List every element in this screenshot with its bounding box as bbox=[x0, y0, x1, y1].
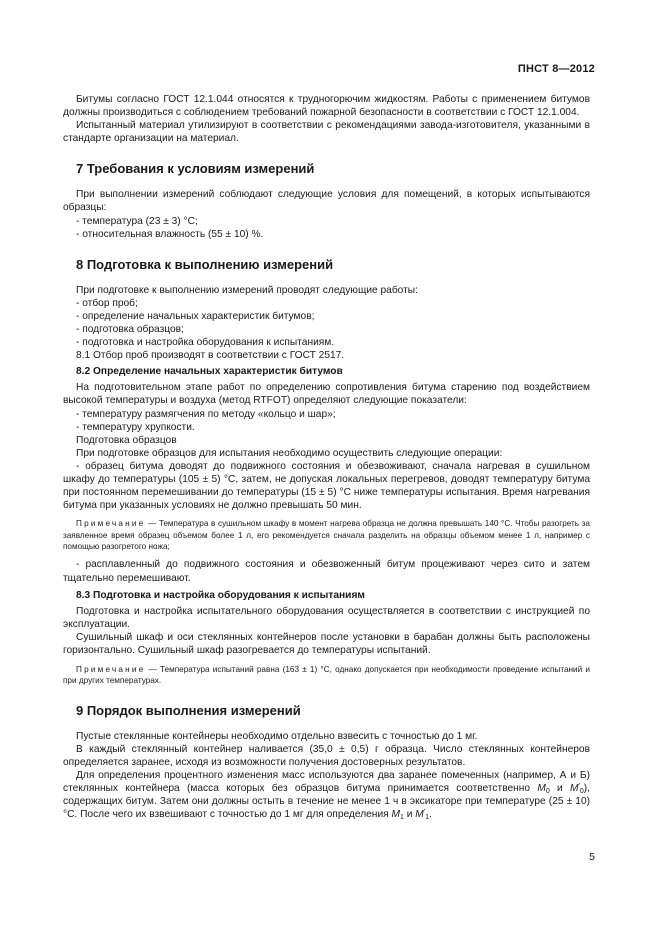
s9-p3-part-a: Для определения процентного изменения масс используются два заранее помеченных (например, А и Б) стеклянных контейнера (масса которых без образцов битума принимается соответственно bbox=[63, 770, 590, 795]
clause-8-2-title: 8.2 Определение начальных характеристик битумов bbox=[76, 366, 343, 378]
standard-id: ПНСТ 8—2012 bbox=[517, 63, 595, 75]
s9-p3-part-b: ), содержащих битум. Затем они должны остыть в течение не менее 1 ч в эксикаторе при температуре (25 ± 10) °С. После чего их взвешивают с точностью до 1 мг для определения bbox=[63, 783, 590, 821]
section-7-item-humidity: - относительная влажность (55 ± 10) %. bbox=[76, 228, 264, 240]
symbol-m1: M bbox=[391, 809, 400, 821]
section-9-paragraph-2: В каждый стеклянный контейнер наливается (35,0 ± 0,5) г образца. Число стеклянных контейнеров определяется заранее, исходя из возможности получения достоверных результатов. bbox=[63, 743, 590, 769]
note-2-label: Примечание bbox=[76, 665, 146, 675]
clause-8-3-title: 8.3 Подготовка и настройка оборудования к испытаниям bbox=[76, 589, 365, 601]
conj-and-2: и bbox=[403, 809, 416, 821]
subscript-0: 0 bbox=[545, 788, 550, 796]
clause-8-2-subheading: Подготовка образцов bbox=[76, 434, 177, 446]
clause-8-2-item-2: - температуру хрупкости. bbox=[76, 421, 195, 433]
intro-paragraph-2: Испытанный материал утилизируют в соответствии с рекомендациями завода-изготовителя, указанными в стандарте организации на материал. bbox=[63, 120, 590, 145]
prime-mark: ′ bbox=[578, 783, 580, 791]
section-9-title: 9 Порядок выполнения измерений bbox=[76, 702, 301, 718]
subscript-0-prime: 0 bbox=[579, 788, 584, 796]
section-7-title: 7 Требования к условиям измерений bbox=[76, 161, 315, 177]
page-number: 5 bbox=[589, 851, 595, 863]
clause-8-3-paragraph-2: Сушильный шкаф и оси стеклянных контейнеров после установки в барабан должны быть расположены горизонтально. Сушильный шкаф разогревается до температуры испытаний. bbox=[63, 631, 590, 656]
subscript-1: 1 bbox=[399, 814, 404, 822]
section-8-title: 8 Подготовка к выполнению измерений bbox=[76, 256, 334, 272]
subscript-1-prime: 1 bbox=[425, 814, 429, 822]
page-content bbox=[63, 93, 590, 822]
conj-and: и bbox=[549, 783, 571, 795]
section-7-item-temperature: - температура (23 ± 3) °С; bbox=[76, 215, 198, 227]
note-1-label: Примечание bbox=[76, 519, 146, 529]
intro-paragraph-1: Битумы согласно ГОСТ 12.1.044 относятся к трудногорючим жидкостям. Работы с применением битумов должны производиться с соблюдением требований пожарной безопасности в соответствии с ГОСТ 12.1.004. bbox=[63, 94, 590, 119]
symbol-m0-prime: M bbox=[570, 783, 579, 795]
clause-8-2-item-3: - образец битума доводят до подвижного состояния и обезвоживают, сначала нагревая в сушильном шкафу до температуры (105 ± 5) °С, затем, не допуская локальных перегревов, доводят температуру битума при постоянном перемешивании до температуры (15 ± 5) °С ниже температуры испытания. Время нагревания битума при указанных условиях не должно превышать 50 мин. bbox=[63, 460, 590, 512]
clause-8-2-item-4: - расплавленный до подвижного состояния и обезвоженный битум процеживают через сито и затем тщательно перемешивают. bbox=[63, 559, 590, 584]
section-7-paragraph: При выполнении измерений соблюдают следующие условия для помещений, в которых испытываются образцы: bbox=[63, 189, 590, 214]
note-1 bbox=[63, 518, 590, 552]
clause-8-2-item-1: - температуру размягчения по методу «кольцо и шар»; bbox=[76, 408, 336, 420]
section-8-item-1: - отбор проб; bbox=[76, 297, 138, 309]
section-8-paragraph: При подготовке к выполнению измерений проводят следующие работы: bbox=[76, 284, 418, 296]
clause-8-2-paragraph-2: При подготовке образцов для испытания необходимо осуществить следующие операции: bbox=[76, 447, 503, 459]
note-2 bbox=[63, 664, 590, 687]
note-2-text: — Температура испытаний равна (163 ± 1) °С, однако допускается при необходимости проведение испытаний и при других температурах. bbox=[63, 665, 590, 686]
note-1-text: — Температура в сушильном шкафу в момент нагрева образца не должна превышать 140 °С. Чтобы разогреть за заявленное время образец объемом более 1 л, его рекомендуется сначала разделить на образцы объемом менее 1 л, например с помощью разогретого ножа; bbox=[63, 519, 590, 552]
clause-8-2-paragraph-1: На подготовительном этапе работ по определению сопротивления битума старению под воздействием высокой температуры и воздуха (метод RTFOT) определяют следующие показатели: bbox=[63, 382, 590, 407]
section-9-paragraph-3 bbox=[63, 769, 590, 821]
section-9-paragraph-1: Пустые стеклянные контейнеры необходимо отдельно взвесить с точностью до 1 мг. bbox=[76, 730, 478, 742]
section-8-item-4: - подготовка и настройка оборудования к испытаниям. bbox=[76, 337, 335, 349]
period: . bbox=[428, 809, 432, 821]
symbol-m1-prime: M bbox=[415, 809, 424, 821]
prime-mark-2: ′ bbox=[423, 809, 426, 817]
section-8-item-3: - подготовка образцов; bbox=[76, 324, 184, 336]
clause-8-1: 8.1 Отбор проб производят в соответствии с ГОСТ 2517. bbox=[76, 350, 345, 362]
symbol-m0: M bbox=[537, 783, 546, 795]
clause-8-3-paragraph-1: Подготовка и настройка испытательного оборудования осуществляется в соответствии с инструкцией по эксплуатации. bbox=[63, 605, 590, 630]
section-8-item-2: - определение начальных характеристик битумов; bbox=[76, 310, 315, 322]
